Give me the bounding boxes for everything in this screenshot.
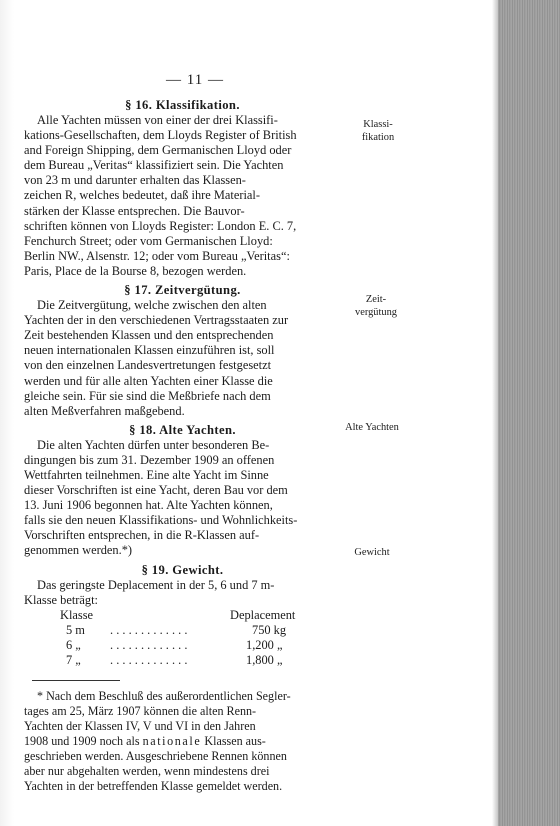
- text-line: zeichen R, welches bedeutet, daß ihre Material-: [24, 188, 261, 203]
- section-16-body: [24, 113, 341, 279]
- text-line: Die Zeitvergütung, welche zwischen den alten: [37, 298, 267, 313]
- text-line: alten Meßverfahren maßgebend.: [24, 403, 185, 418]
- text-line: kations-Gesellschaften, dem Lloyds Register of British: [24, 128, 297, 143]
- page-number: — 11 —: [166, 72, 224, 88]
- text-line: Zeit bestehenden Klassen und den entsprechenden: [24, 328, 274, 343]
- table-row: [24, 653, 341, 668]
- text-line: gleiche sein. Für sie sind die Meßbriefe nach dem: [24, 388, 271, 403]
- footnote-line: * Nach dem Beschluß des außerordentlichen Segler-: [37, 688, 291, 703]
- table-row: [24, 638, 341, 653]
- margin-note-line: vergütung: [355, 306, 397, 318]
- text-line: 13. Juni 1906 begonnen hat. Alte Yachten können,: [24, 498, 273, 513]
- margin-note-zeitverguetung: [340, 294, 412, 319]
- text-line: Klasse beträgt:: [24, 592, 98, 607]
- margin-note-line: Klassi-: [363, 119, 393, 130]
- margin-note-gewicht: [342, 547, 402, 560]
- section-18-body: [24, 438, 341, 559]
- leader-dots: . . . . . . . . . . . . .: [110, 622, 188, 637]
- text-line: Fenchurch Street; oder vom Germanischen Lloyd:: [24, 233, 273, 248]
- section-heading-18: § 18. Alte Yachten.: [129, 422, 236, 437]
- margin-note-klassifikation: [348, 119, 408, 144]
- cell-deplacement: 750 kg: [252, 622, 287, 637]
- text-line: von 23 m und darunter erhalten das Klassen-: [24, 173, 246, 188]
- table-row: [24, 623, 341, 638]
- margin-note-line: Alte Yachten: [345, 422, 399, 433]
- section-heading-17: § 17. Zeitvergütung.: [124, 283, 241, 298]
- section-heading-16: § 16. Klassifikation.: [125, 98, 240, 112]
- text-line: Das geringste Deplacement in der 5, 6 und 7 m-: [37, 577, 275, 592]
- footnote-text: Klassen aus-: [204, 733, 266, 748]
- book-page-edges: [498, 0, 560, 826]
- cell-deplacement: 1,800 „: [246, 652, 283, 667]
- section-17-body: [24, 298, 341, 419]
- column-header-klasse: Klasse: [60, 607, 94, 622]
- text-line: falls sie den neuen Klassifikations- und Wohnlichkeits-: [24, 513, 298, 528]
- scan-shadow-left: [0, 0, 14, 826]
- footnote-line: [24, 734, 341, 749]
- emphasized-word: nationale: [142, 733, 202, 748]
- text-line: Berlin NW., Alsenstr. 12; oder vom Bureau „Veritas“:: [24, 248, 290, 263]
- text-line: neuen internationalen Klassen einzuführen ist, soll: [24, 343, 275, 358]
- section-19-body: [24, 578, 341, 608]
- margin-note-line: Gewicht: [354, 547, 390, 558]
- footnote-separator: [32, 680, 120, 681]
- text-line: Vorschriften entsprechen, in die R-Klassen auf-: [24, 528, 260, 543]
- main-text-column: [24, 97, 341, 794]
- text-line: dieser Vorschriften ist eine Yacht, deren Bau vor dem: [24, 483, 288, 498]
- text-line: and Foreign Shipping, dem Germanischen Lloyd oder: [24, 143, 292, 158]
- cell-klasse: 5 m: [66, 622, 85, 637]
- text-line: dem Bureau „Veritas“ klassifiziert sein. Die Yachten: [24, 158, 284, 173]
- text-line: werden und für alle alten Yachten einer Klasse die: [24, 373, 273, 388]
- footnote-line: Yachten in der betreffenden Klasse gemeldet werden.: [24, 778, 283, 793]
- footnote-text: 1908 und 1909 noch als: [24, 733, 140, 748]
- margin-note-alte-yachten: [338, 422, 406, 435]
- leader-dots: . . . . . . . . . . . . .: [110, 637, 188, 652]
- text-line: Alle Yachten müssen von einer der drei Klassifi-: [37, 113, 278, 127]
- text-line: schriften können von Lloyds Register: London E. C. 7,: [24, 218, 297, 233]
- text-line: von den einzelnen Landesvertretungen festgesetzt: [24, 358, 272, 373]
- footnote-line: geschrieben werden. Ausgeschriebene Rennen können: [24, 748, 287, 763]
- footnote-line: tages am 25, März 1907 können die alten Renn-: [24, 703, 257, 718]
- text-line: Yachten der in den verschiedenen Vertragsstaaten zur: [24, 313, 289, 328]
- text-line: genommen werden.*): [24, 543, 133, 558]
- text-line: stärken der Klasse entsprechen. Die Bauvor-: [24, 203, 245, 218]
- cell-klasse: 7 „: [66, 652, 81, 667]
- footnote: [24, 689, 341, 794]
- text-line: Die alten Yachten dürfen unter besonderen Be-: [37, 437, 270, 452]
- cell-klasse: 6 „: [66, 637, 81, 652]
- footnote-line: aber nur abgehalten werden, wenn mindestens drei: [24, 763, 270, 778]
- text-line: Wettfahrten teilnehmen. Eine alte Yacht im Sinne: [24, 467, 269, 482]
- footnote-line: Yachten der Klassen IV, V und VI in den Jahren: [24, 718, 256, 733]
- displacement-table: [24, 608, 341, 668]
- leader-dots: . . . . . . . . . . . . .: [110, 652, 188, 667]
- displacement-table-header: [24, 608, 341, 623]
- column-header-deplacement: Deplacement: [230, 607, 296, 622]
- text-line: Paris, Place de la Bourse 8, bezogen werden.: [24, 263, 247, 278]
- cell-deplacement: 1,200 „: [246, 637, 283, 652]
- text-line: dingungen bis zum 31. Dezember 1909 an offenen: [24, 452, 275, 467]
- margin-note-line: Zeit-: [365, 294, 387, 305]
- margin-note-line: fikation: [361, 131, 395, 143]
- section-heading-19: § 19. Gewicht.: [141, 562, 224, 577]
